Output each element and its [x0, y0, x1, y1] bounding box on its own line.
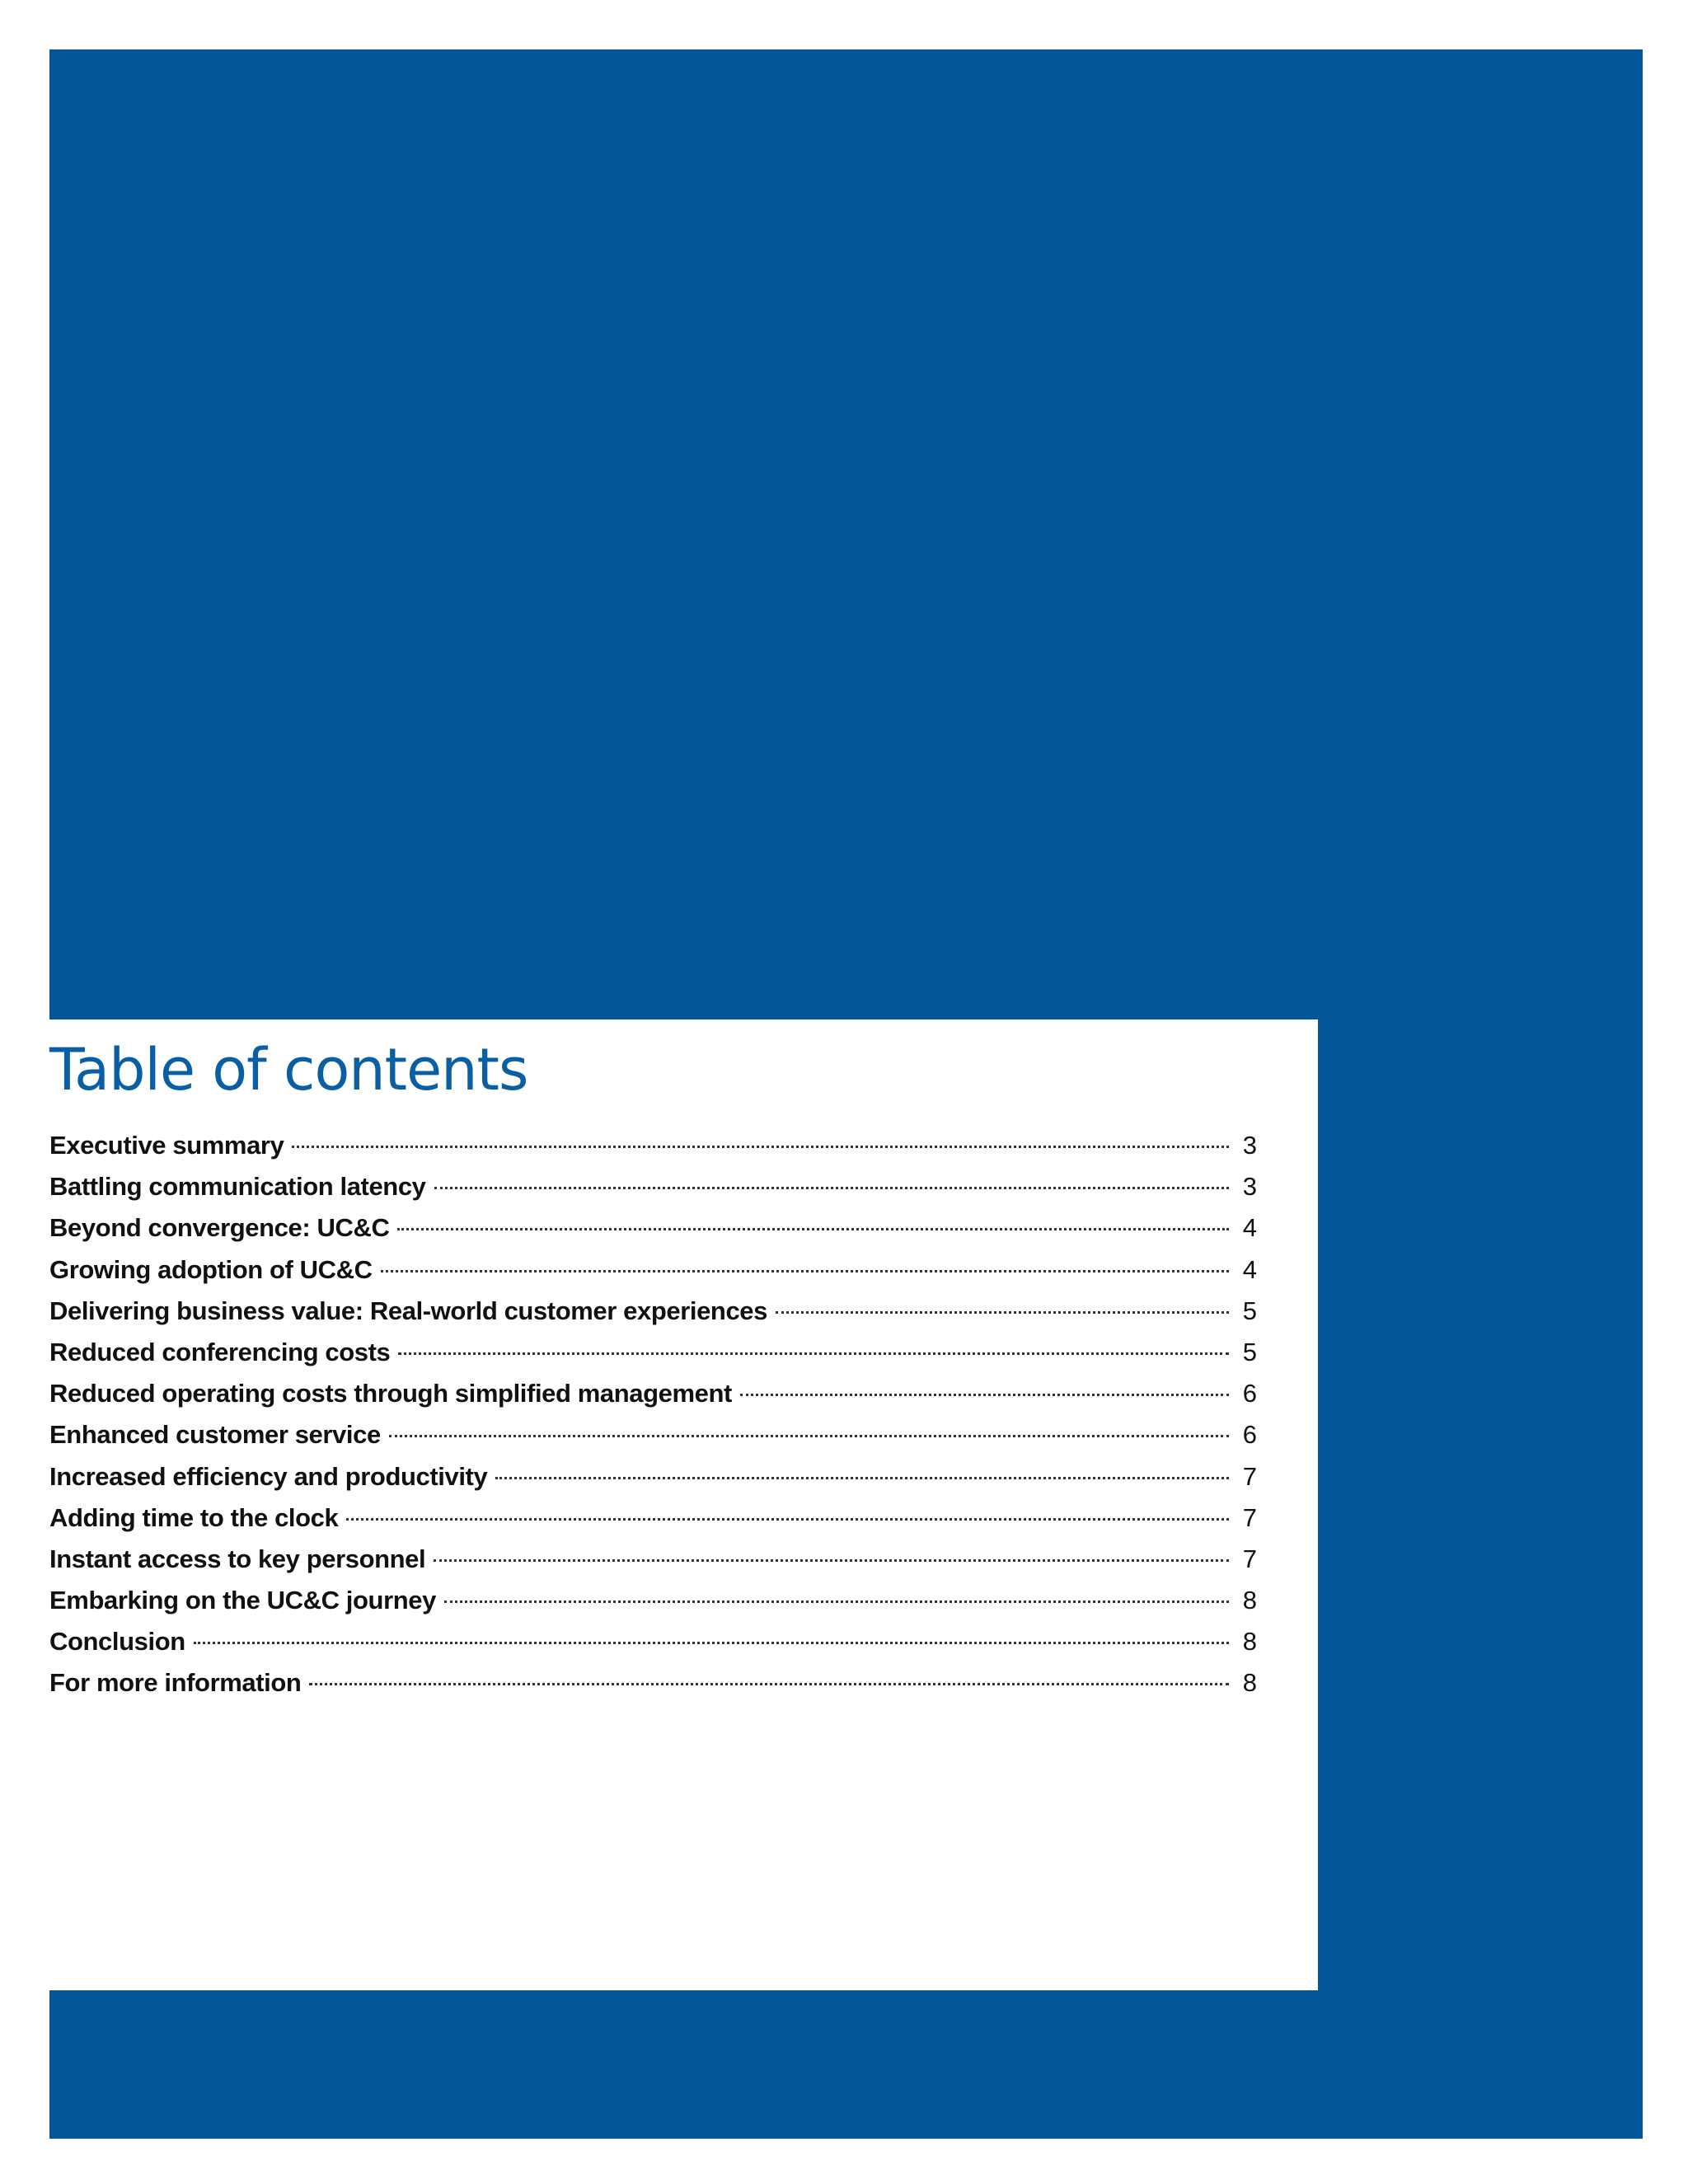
- toc-entry-page: 4: [1242, 1213, 1257, 1243]
- dot-leader: [346, 1518, 1229, 1521]
- toc-entry-label: Delivering business value: Real-world customer experiences: [49, 1296, 767, 1325]
- toc-entry[interactable]: [49, 1580, 1257, 1621]
- toc-entry-page: 7: [1242, 1544, 1257, 1573]
- toc-entry-page: 7: [1242, 1461, 1257, 1491]
- toc-entry[interactable]: [49, 1497, 1257, 1539]
- dot-leader: [194, 1642, 1229, 1644]
- toc-entry-page: 8: [1242, 1668, 1257, 1698]
- toc-entry-page: 3: [1242, 1172, 1257, 1202]
- dot-leader: [434, 1559, 1229, 1562]
- toc-entry-page: 6: [1242, 1379, 1257, 1408]
- toc-entry-page: 4: [1242, 1254, 1257, 1284]
- toc-entry[interactable]: [49, 1249, 1257, 1291]
- dot-leader: [776, 1311, 1229, 1314]
- toc-entry-label: For more information: [49, 1668, 302, 1698]
- dot-leader: [397, 1228, 1229, 1230]
- toc-entry-page: 8: [1242, 1627, 1257, 1657]
- toc-entry-label: Embarking on the UC&C journey: [49, 1586, 436, 1615]
- toc-entry-label: Executive summary: [49, 1131, 284, 1160]
- toc-entry-label: Reduced operating costs through simplified management: [49, 1379, 732, 1408]
- dot-leader: [381, 1270, 1229, 1272]
- toc-entry[interactable]: [49, 1414, 1257, 1455]
- toc-entry[interactable]: [49, 1291, 1257, 1332]
- dot-leader: [389, 1435, 1229, 1437]
- toc-entry-page: 5: [1242, 1296, 1257, 1325]
- dot-leader: [292, 1146, 1229, 1148]
- toc-card: [49, 1019, 1318, 1990]
- dot-leader: [495, 1477, 1229, 1479]
- toc-entry-page: 5: [1242, 1337, 1257, 1366]
- dot-leader: [444, 1601, 1229, 1603]
- toc-entry[interactable]: [49, 1166, 1257, 1207]
- toc-entry-label: Instant access to key personnel: [49, 1544, 426, 1573]
- toc-entry-label: Battling communication latency: [49, 1172, 426, 1202]
- toc-entry-label: Conclusion: [49, 1627, 185, 1657]
- toc-entry[interactable]: [49, 1621, 1257, 1662]
- dot-leader: [434, 1187, 1229, 1189]
- toc-entry-label: Adding time to the clock: [49, 1502, 339, 1532]
- toc-entry-page: 7: [1242, 1502, 1257, 1532]
- dot-leader: [398, 1352, 1229, 1355]
- toc-entry-label: Increased efficiency and productivity: [49, 1461, 488, 1491]
- toc-entry[interactable]: [49, 1373, 1257, 1414]
- dot-leader: [309, 1683, 1229, 1685]
- toc-entry-page: 8: [1242, 1586, 1257, 1615]
- toc-title: Table of contents: [49, 1036, 528, 1104]
- toc-entry[interactable]: [49, 1207, 1257, 1249]
- toc-entry-label: Beyond convergence: UC&C: [49, 1213, 390, 1243]
- toc-entry[interactable]: [49, 1456, 1257, 1497]
- toc-list: [49, 1125, 1257, 1704]
- dot-leader: [740, 1394, 1229, 1396]
- toc-entry[interactable]: [49, 1125, 1257, 1166]
- toc-entry-label: Enhanced customer service: [49, 1420, 381, 1450]
- toc-entry-label: Reduced conferencing costs: [49, 1337, 391, 1366]
- toc-entry[interactable]: [49, 1539, 1257, 1580]
- toc-entry-page: 6: [1242, 1420, 1257, 1450]
- toc-entry[interactable]: [49, 1662, 1257, 1704]
- toc-entry-label: Growing adoption of UC&C: [49, 1254, 373, 1284]
- toc-entry[interactable]: [49, 1332, 1257, 1373]
- toc-entry-page: 3: [1242, 1131, 1257, 1160]
